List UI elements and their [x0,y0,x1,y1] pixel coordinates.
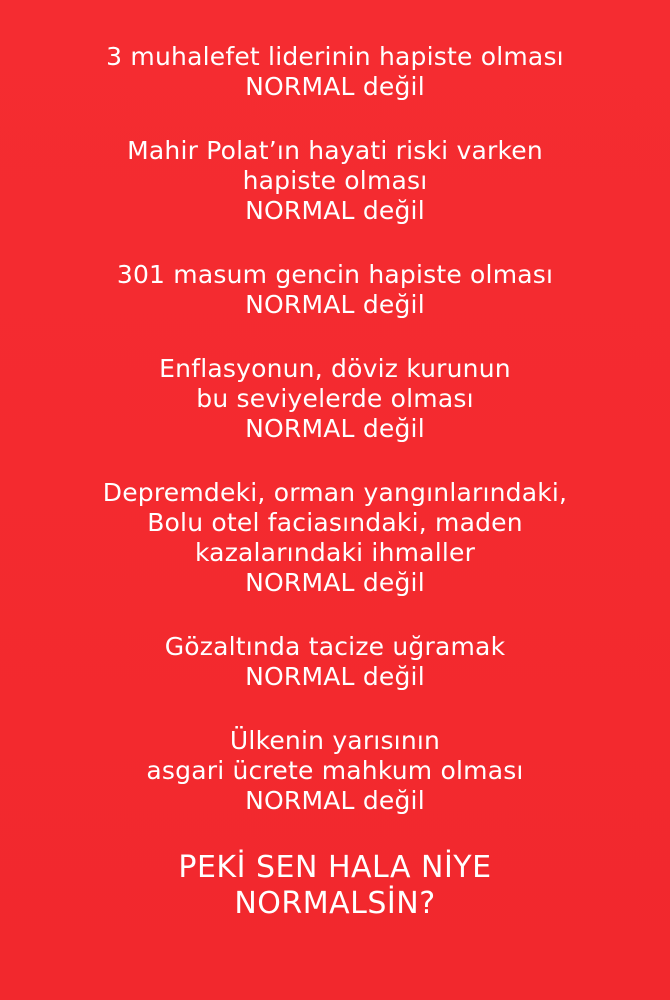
stanza-line: Mahir Polat’ın hayati riski varken [127,136,543,165]
closing-question [0,850,670,922]
stanza-inflation [0,354,670,444]
stanza-line: 3 muhalefet liderinin hapiste olması [106,42,564,71]
stanza-line: NORMAL değil [245,72,425,101]
stanza-line: 301 masum gencin hapiste olması [116,260,554,289]
closing-line: NORMALSİN? [234,886,436,921]
stanza-line: kazalarındaki ihmaller [194,538,476,567]
poster-text [0,42,670,956]
stanza-301-youths [0,260,670,320]
stanza-line: Bolu otel faciasındaki, maden [147,508,523,537]
stanza-line: NORMAL değil [245,290,425,319]
stanza-line: Ülkenin yarısının [229,726,441,755]
stanza-line: NORMAL değil [245,568,425,597]
stanza-line: Depremdeki, orman yangınlarındaki, [102,478,568,507]
stanza-opposition-leaders [0,42,670,102]
stanza-line: asgari ücrete mahkum olması [146,756,524,785]
stanza-negligence [0,478,670,598]
stanza-line: hapiste olması [242,166,428,195]
stanza-line: Gözaltında tacize uğramak [164,632,506,661]
stanza-mahir-polat [0,136,670,226]
stanza-minimum-wage [0,726,670,816]
stanza-line: NORMAL değil [245,196,425,225]
stanza-line: NORMAL değil [245,786,425,815]
stanza-line: Enflasyonun, döviz kurunun [159,354,511,383]
stanza-custody-harassment [0,632,670,692]
stanza-line: NORMAL değil [245,662,425,691]
stanza-line: bu seviyelerde olması [196,384,474,413]
closing-line: PEKİ SEN HALA NİYE [178,850,492,885]
stanza-line: NORMAL değil [245,414,425,443]
